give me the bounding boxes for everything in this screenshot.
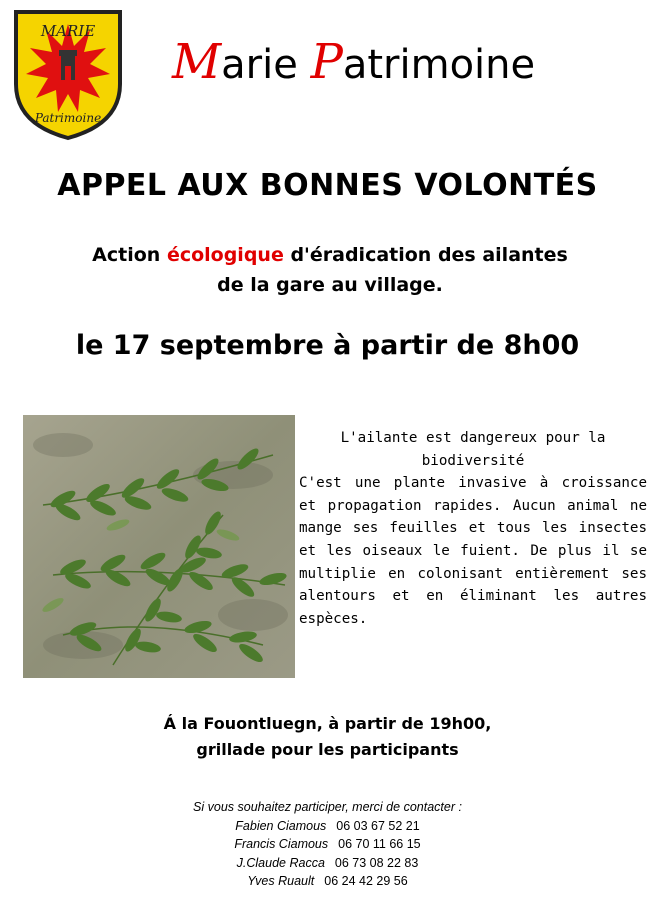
ailante-info (299, 427, 647, 630)
contact-row (0, 854, 655, 873)
contacts-intro: Si vous souhaitez participer, merci de contacter : (193, 800, 462, 814)
action-description (60, 240, 600, 300)
action-before: Action (92, 244, 167, 266)
action-line2: de la gare au village. (217, 274, 443, 296)
contact-name: Fabien Ciamous (235, 818, 327, 833)
logo-bottom-text: Patrimoine (34, 111, 102, 125)
bbq-announcement (0, 711, 655, 763)
contact-name: J.Claude Racca (236, 855, 325, 870)
contact-row (0, 872, 655, 891)
event-date: le 17 septembre à partir de 8h00 (75, 330, 580, 361)
action-after: d'éradication des ailantes (283, 244, 568, 266)
contact-phone: 06 70 11 66 15 (338, 837, 421, 851)
bbq-line1: Á la Fouontluegn, à partir de 19h00, (163, 714, 492, 733)
contact-name: Francis Ciamous (234, 837, 329, 851)
marie-patrimoine-logo (8, 6, 128, 141)
contacts (0, 798, 655, 891)
brand-rest-2: atrimoine (342, 42, 536, 88)
contact-phone: 06 24 42 29 56 (324, 874, 408, 888)
brand-name (172, 34, 642, 90)
info-body: C'est une plante invasive à croissance et propagation rapides. Aucun animal ne mange ses feuilles et tous les insectes et les oiseaux le fuient. De plus il se multiplie en colonisant entièrement ses alentours et en éliminant les autres espèces. (299, 475, 647, 627)
contact-name: Yves Ruault (247, 874, 315, 888)
logo-top-text: MARIE (40, 22, 96, 40)
brand-cap-m: M (172, 34, 222, 90)
action-highlight: écologique (166, 244, 284, 266)
page-title: APPEL AUX BONNES VOLONTÉS (57, 168, 598, 203)
brand-cap-p: P (310, 34, 343, 90)
info-heading: L'ailante est dangereux pour la biodiversité (340, 430, 606, 469)
contact-row (0, 835, 655, 854)
contact-phone: 06 03 67 52 21 (336, 818, 420, 833)
bbq-line2: grillade pour les participants (196, 740, 459, 759)
contact-row (0, 817, 655, 836)
contact-phone: 06 73 08 22 83 (334, 855, 419, 870)
ailante-leaves-photo (23, 415, 295, 678)
brand-rest-1: arie (221, 42, 311, 88)
